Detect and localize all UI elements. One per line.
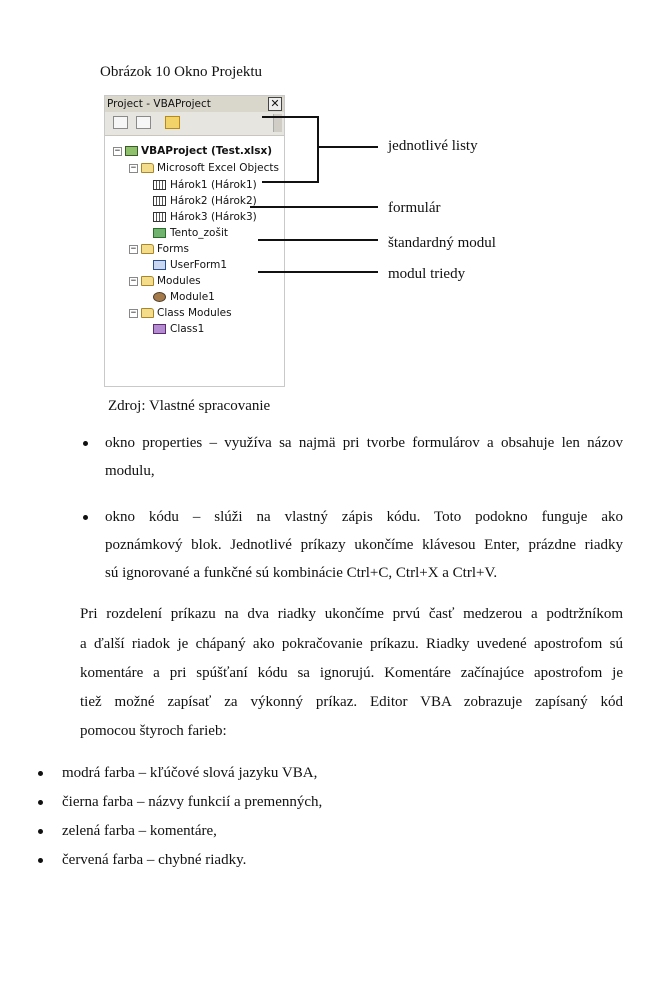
bullet-properties-line2: modulu,: [105, 463, 155, 479]
window-title: Project - VBAProject: [107, 98, 211, 110]
color-list-item-red: červená farba – chybné riadky.: [62, 852, 247, 868]
bullet-code-line1: okno kódu – slúži na vlastný zápis kódu. Toto podokno funguje ako: [105, 509, 623, 525]
collapse-icon[interactable]: −: [130, 308, 137, 318]
bullet-dot: [38, 800, 43, 805]
color-list-item-green: zelená farba – komentáre,: [62, 823, 217, 839]
close-icon[interactable]: ✕: [268, 97, 282, 111]
color-list-item-blue: modrá farba – kľúčové slová jazyku VBA,: [62, 765, 318, 781]
collapse-icon[interactable]: −: [130, 244, 137, 254]
tree-label: VBAProject (Test.xlsx): [141, 145, 273, 157]
bullet-dot: [83, 441, 88, 446]
color-list-item-black: čierna farba – názvy funkcií a premenných,: [62, 794, 323, 810]
bracket-sheets: [262, 117, 318, 182]
tree-label: Tento_zošit: [170, 227, 228, 239]
paragraph-line: komentáre a pri spúšťaní kódu sa ignorujú. Komentáre začínajúce apostrofom je: [80, 665, 623, 681]
paragraph-line: pomocou štyroch farieb:: [80, 723, 227, 739]
tree-label: Class Modules: [157, 307, 232, 319]
tree-label: UserForm1: [170, 259, 228, 271]
figure-source: Zdroj: Vlastné spracovanie: [108, 398, 271, 414]
bullet-dot: [38, 771, 43, 776]
paragraph-line: a ďalší riadok je chápaný ako pokračovanie príkazu. Riadky uvedené apostrofom sú: [80, 636, 623, 652]
tree-label: Module1: [170, 291, 215, 303]
bullet-dot: [38, 858, 43, 863]
callout-standard-module: štandardný modul: [388, 235, 496, 251]
tree-label: Forms: [157, 243, 189, 255]
callout-lines: [0, 0, 649, 400]
bullet-code-line2: poznámkový blok. Jednotlivé príkazy ukončíme klávesou Enter, prázdne riadky: [105, 537, 623, 553]
tree-label: Hárok2 (Hárok2): [170, 195, 257, 207]
tree-label: Microsoft Excel Objects: [157, 162, 279, 174]
figure-caption: Obrázok 10 Okno Projektu: [100, 64, 263, 80]
callout-sheets: jednotlivé listy: [388, 138, 478, 154]
callout-class-module: modul triedy: [388, 266, 466, 282]
collapse-icon[interactable]: −: [130, 276, 137, 286]
bullet-code-line3: sú ignorované a funkčné sú kombinácie Ctrl+C, Ctrl+X a Ctrl+V.: [105, 565, 498, 581]
tree-label: Modules: [157, 275, 201, 287]
collapse-icon[interactable]: −: [130, 163, 137, 173]
collapse-icon[interactable]: −: [114, 146, 121, 156]
bullet-dot: [83, 515, 88, 520]
callout-form: formulár: [388, 200, 441, 216]
bullet-properties-line1: okno properties – využíva sa najmä pri tvorbe formulárov a obsahuje len názov: [105, 435, 623, 451]
tree-label: Hárok3 (Hárok3): [170, 211, 257, 223]
tree-label: Hárok1 (Hárok1): [170, 179, 257, 191]
bullet-dot: [38, 829, 43, 834]
tree-label: Class1: [170, 323, 205, 335]
paragraph-line: tiež možné zapísať za výkonný príkaz. Editor VBA zobrazuje zapísaný kód: [80, 694, 623, 710]
paragraph-line: Pri rozdelení príkazu na dva riadky ukončíme prvú časť medzerou a podtržníkom: [80, 606, 623, 622]
